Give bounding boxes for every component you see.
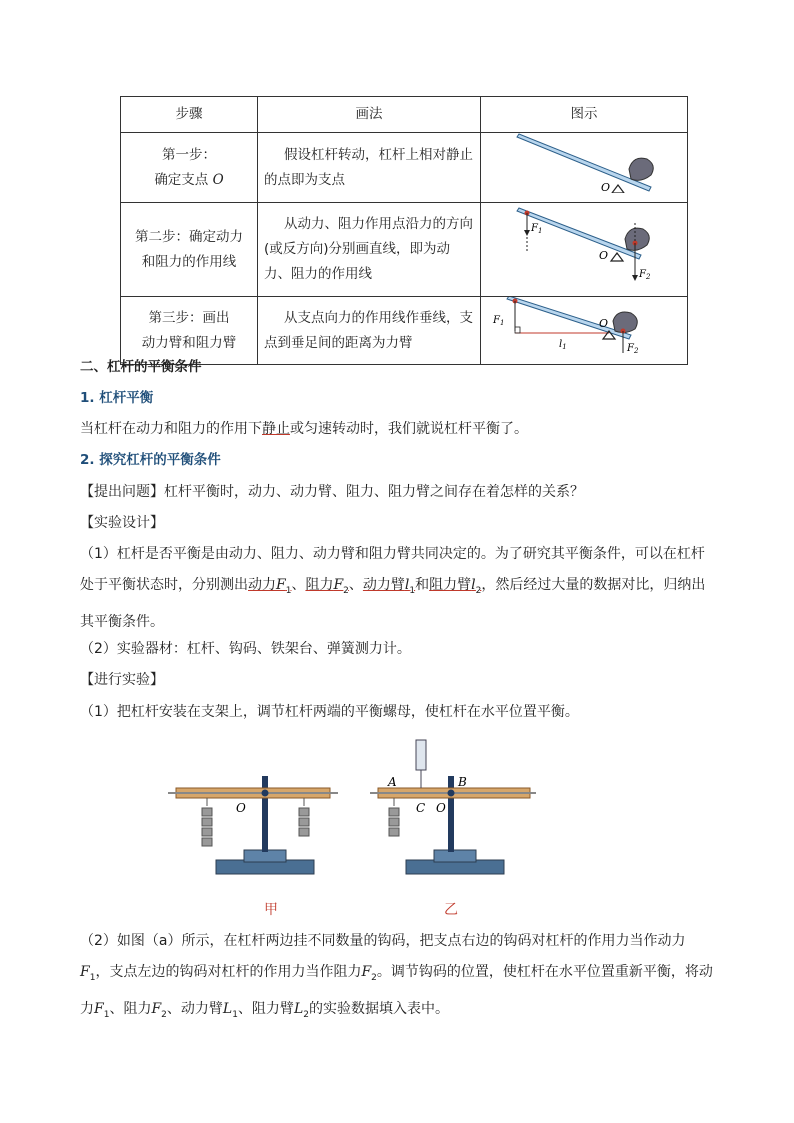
spring-scale xyxy=(416,740,426,770)
stand-pole xyxy=(448,776,454,852)
do-title: 【进行实验】 xyxy=(80,672,164,688)
method-text: 从动力、阻力作用点沿力的方向(或反方向)分别画直线，即为动力、阻力的作用线 xyxy=(264,216,473,282)
header-figure: 图示 xyxy=(481,97,688,133)
header-step: 步骤 xyxy=(121,97,258,133)
lever-bar xyxy=(517,134,651,191)
label-O: O xyxy=(599,249,609,262)
rock-shape xyxy=(629,158,653,180)
caption-right: 乙 xyxy=(444,902,458,918)
label-C: C xyxy=(416,801,426,815)
lever-experiment-figure xyxy=(160,736,540,886)
header-method: 画法 xyxy=(258,97,481,133)
weights-left xyxy=(202,798,212,846)
label-O: O xyxy=(436,801,446,815)
step-line2: 和阻力的作用线 xyxy=(141,253,237,270)
figure-left xyxy=(168,776,338,874)
weights-right xyxy=(299,798,309,836)
figure-cell xyxy=(481,203,688,297)
table-row xyxy=(121,133,688,203)
method-cell xyxy=(258,203,481,297)
label-O: O xyxy=(601,181,611,193)
step-line2: 动力臂和阻力臂 xyxy=(141,334,237,351)
lever-step1-figure xyxy=(481,133,687,193)
section-title: 二、杠杆的平衡条件 xyxy=(80,359,202,375)
label-O: O xyxy=(236,801,246,815)
rock-shape xyxy=(613,312,637,333)
figure-cell xyxy=(481,133,688,203)
method-text: 从支点向力的作用线作垂线，支点到垂足间的距离为力臂 xyxy=(264,309,473,351)
lever-step3-figure xyxy=(481,297,687,355)
step-line2: 确定支点 O xyxy=(154,171,224,188)
label-F1: $F_1$ xyxy=(493,315,505,327)
caption-left: 甲 xyxy=(264,902,278,918)
step-line1: 第一步： xyxy=(162,146,216,163)
label-A: A xyxy=(388,775,397,789)
subsection-title-1: 1. 杠杆平衡 xyxy=(80,390,154,406)
do-item-1: （1）把杠杆安装在支架上，调节杠杆两端的平衡螺母，使杠杆在水平位置平衡。 xyxy=(80,704,579,720)
balance-definition: 当杠杆在动力和阻力的作用下静止或匀速转动时，我们就说杠杆平衡了。 xyxy=(80,421,528,437)
table-header-row xyxy=(121,97,688,133)
label-l1: $l_1$ xyxy=(559,339,567,351)
rock-shape xyxy=(625,228,649,250)
design-item-1: （1）杠杆是否平衡是由动力、阻力、动力臂和阻力臂共同决定的。为了研究其平衡条件，可以在杠杆处于平衡状态时，分别测出动力$F_1$、阻力$F_2$、动力臂$l_1$和阻力臂$l_2$，然后经过大量的数据对比，归纳出其平衡条件。 xyxy=(80,546,706,630)
label-F1: $F_1$ xyxy=(531,223,543,235)
pivot xyxy=(448,790,455,797)
design-title: 【实验设计】 xyxy=(80,515,164,531)
pivot xyxy=(262,790,269,797)
lever-step2-figure xyxy=(481,203,687,287)
weights-left xyxy=(389,798,399,836)
label-F2: $F_2$ xyxy=(627,343,639,355)
table-row xyxy=(121,203,688,297)
steps-table xyxy=(120,96,688,365)
fulcrum-triangle xyxy=(611,253,623,261)
method-text: 假设杠杆转动，杠杆上相对静止的点即为支点 xyxy=(264,146,473,188)
fulcrum-triangle xyxy=(612,185,624,193)
figure-right xyxy=(370,740,536,874)
subsection-title-2: 2. 探究杠杆的平衡条件 xyxy=(80,452,221,468)
label-O: O xyxy=(599,317,609,330)
do-item-2: （2）如图（a）所示，在杠杆两边挂不同数量的钩码，把支点右边的钩码对杠杆的作用力当作动力$F_1$，支点左边的钩码对杠杆的作用力当作阻力$F_2$。调节钩码的位置，使杠杆在水平位置重新平衡，将动力$F_1$、阻力$F_2$、动力臂$L_1$、阻力臂$L_2$的实验数据填入表中。 xyxy=(80,933,713,1020)
label-B: B xyxy=(458,775,467,789)
step-cell xyxy=(121,203,258,297)
step-line1: 第二步：确定动力 xyxy=(135,228,243,245)
method-cell xyxy=(258,133,481,203)
step-line1: 第三步：画出 xyxy=(148,309,230,326)
label-F2: $F_2$ xyxy=(639,269,651,281)
step-cell xyxy=(121,133,258,203)
stand-pole xyxy=(262,776,268,852)
question-text: 【提出问题】杠杆平衡时，动力、动力臂、阻力、阻力臂之间存在着怎样的关系？ xyxy=(80,484,584,500)
design-item-2: （2）实验器材：杠杆、钩码、铁架台、弹簧测力计。 xyxy=(80,641,411,657)
